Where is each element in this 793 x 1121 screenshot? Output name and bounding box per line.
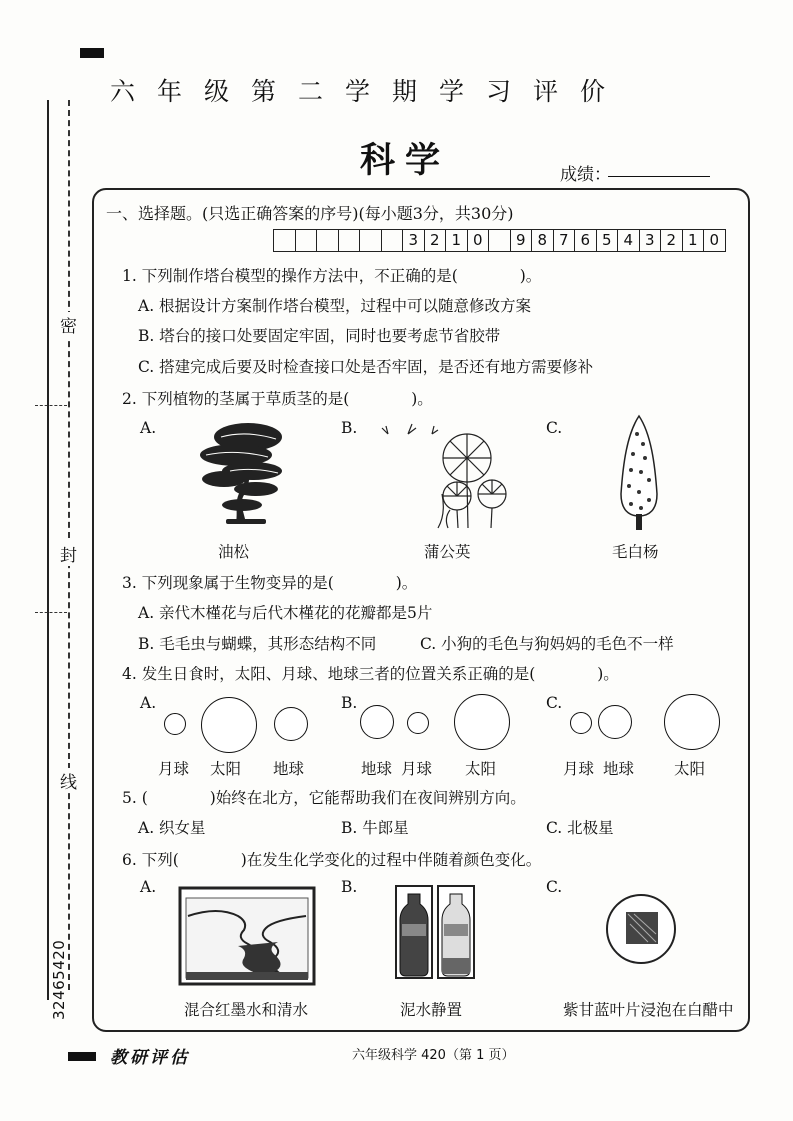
q4a-caption-earth: 地球 xyxy=(273,760,305,778)
beaker-ink-image xyxy=(178,886,316,986)
score-grid-cell: 2 xyxy=(661,230,683,251)
score-grid-cell: 7 xyxy=(554,230,576,251)
q1-option-c: C. 搭建完成后要及时检查接口处是否牢固，是否还有地方需要修补 xyxy=(138,358,594,376)
serial-number: 32465420 xyxy=(50,939,68,1020)
q4c-caption-moon: 月球 xyxy=(563,760,595,778)
score-grid-cell: 4 xyxy=(618,230,640,251)
score-grid-cell: 1 xyxy=(683,230,705,251)
q3-option-c: C. 小狗的毛色与狗妈妈的毛色不一样 xyxy=(420,635,674,653)
score-grid xyxy=(273,229,726,252)
binding-dash xyxy=(35,405,67,406)
q4-label-c: C. xyxy=(546,694,563,712)
moon-circle xyxy=(570,712,592,734)
q4b-caption-earth: 地球 xyxy=(361,760,393,778)
score-grid-cell xyxy=(382,230,404,251)
subject-title: 科学 xyxy=(360,140,451,181)
score-grid-cell: 9 xyxy=(511,230,533,251)
moon-circle xyxy=(164,713,186,735)
sun-circle xyxy=(454,694,510,750)
q3-option-b: B. 毛毛虫与蝴蝶，其形态结构不同 xyxy=(138,635,377,653)
muddy-water-bottles-image xyxy=(394,884,476,980)
question-2: 2. 下列植物的茎属于草质茎的是( )。 xyxy=(122,390,433,408)
binding-char-xian: 线 xyxy=(60,768,77,793)
q2-caption-c: 毛白杨 xyxy=(612,543,659,561)
score-grid-cell: 8 xyxy=(532,230,554,251)
q5-option-a: A. 织女星 xyxy=(138,819,206,837)
q2-label-b: B. xyxy=(341,419,358,437)
q6-caption-c: 紫甘蓝叶片浸泡在白醋中 xyxy=(563,1001,734,1019)
section-title: 一、选择题。(只选正确答案的序号)(每小题3分，共30分) xyxy=(106,204,514,223)
q5-option-c: C. 北极星 xyxy=(546,819,614,837)
binding-dash xyxy=(35,612,67,613)
score-grid-cell: 3 xyxy=(403,230,425,251)
q6-caption-b: 泥水静置 xyxy=(400,1001,463,1019)
sun-circle xyxy=(201,697,257,753)
q4c-caption-sun: 太阳 xyxy=(674,760,706,778)
q4-label-a: A. xyxy=(140,694,157,712)
binding-char-mi: 密 xyxy=(60,312,77,337)
score-grid-cell: 3 xyxy=(640,230,662,251)
moon-circle xyxy=(407,712,429,734)
score-grid-cell: 1 xyxy=(446,230,468,251)
score-grid-cell: 5 xyxy=(597,230,619,251)
score-grid-cell: 2 xyxy=(425,230,447,251)
q6-caption-a: 混合红墨水和清水 xyxy=(184,1001,309,1019)
score-grid-cell xyxy=(339,230,361,251)
page-footer: 六年级科学 420（第 1 页） xyxy=(352,1048,515,1063)
score-blank[interactable] xyxy=(608,176,710,177)
q6-label-c: C. xyxy=(546,878,563,896)
sun-circle xyxy=(664,694,720,750)
q1-option-b: B. 塔台的接口处要固定牢固，同时也要考虑节省胶带 xyxy=(138,327,501,345)
q2-caption-b: 蒲公英 xyxy=(424,543,471,561)
q2-caption-a: 油松 xyxy=(218,543,250,561)
score-grid-cell xyxy=(296,230,318,251)
registration-mark xyxy=(80,48,104,58)
dandelion-image xyxy=(372,418,512,530)
score-label: 成绩： xyxy=(560,165,611,185)
question-5: 5. ( )始终在北方，它能帮助我们在夜间辨别方向。 xyxy=(122,789,526,807)
earth-circle xyxy=(274,707,308,741)
score-grid-cell xyxy=(274,230,296,251)
binding-char-feng: 封 xyxy=(60,541,77,566)
score-grid-cell xyxy=(360,230,382,251)
q4b-caption-sun: 太阳 xyxy=(465,760,497,778)
q1-option-a: A. 根据设计方案制作塔台模型，过程中可以随意修改方案 xyxy=(138,297,532,315)
q6-label-a: A. xyxy=(140,878,157,896)
earth-circle xyxy=(598,705,632,739)
question-4: 4. 发生日食时，太阳、月球、地球三者的位置关系正确的是( )。 xyxy=(122,665,619,683)
score-grid-cell: 0 xyxy=(709,231,720,249)
q5-option-b: B. 牛郎星 xyxy=(341,819,409,837)
q2-label-a: A. xyxy=(140,419,157,437)
binding-line xyxy=(47,100,49,1000)
q4b-caption-moon: 月球 xyxy=(401,760,433,778)
score-grid-cell: 6 xyxy=(575,230,597,251)
question-6: 6. 下列( )在发生化学变化的过程中伴随着颜色变化。 xyxy=(122,851,542,869)
q4a-caption-sun: 太阳 xyxy=(210,760,242,778)
exam-title: 六年级第二学期学习评价 xyxy=(110,77,628,106)
q4a-caption-moon: 月球 xyxy=(158,760,190,778)
question-1: 1. 下列制作塔台模型的操作方法中，不正确的是( )。 xyxy=(122,267,542,285)
q6-label-b: B. xyxy=(341,878,358,896)
registration-mark xyxy=(68,1052,96,1061)
score-grid-cell: 0 xyxy=(468,230,490,251)
q4-label-b: B. xyxy=(341,694,358,712)
q4c-caption-earth: 地球 xyxy=(603,760,635,778)
q3-option-a: A. 亲代木槿花与后代木槿花的花瓣都是5片 xyxy=(138,604,433,622)
pine-tree-image xyxy=(186,415,296,527)
cabbage-vinegar-image xyxy=(604,884,678,974)
question-3: 3. 下列现象属于生物变异的是( )。 xyxy=(122,574,418,592)
q2-label-c: C. xyxy=(546,419,563,437)
score-grid-cell xyxy=(317,230,339,251)
poplar-tree-image xyxy=(615,414,663,532)
score-grid-cell xyxy=(489,230,511,251)
footer-brand: 教研评估 xyxy=(110,1048,190,1068)
earth-circle xyxy=(360,705,394,739)
